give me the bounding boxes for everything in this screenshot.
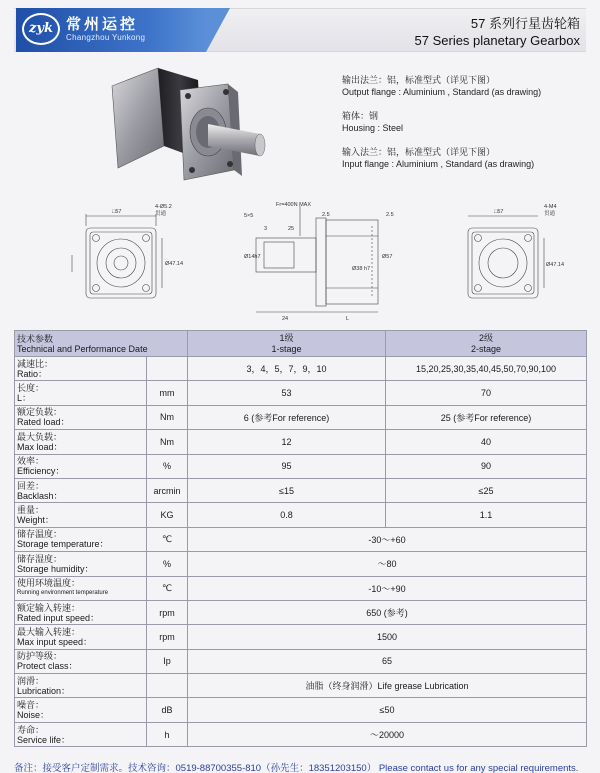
row-name	[15, 527, 147, 551]
row-name-en: Weight：	[17, 515, 54, 526]
row-name-en: Efficiency：	[17, 466, 65, 477]
row-name-en: Max input speed：	[17, 636, 93, 647]
logo-tail	[206, 8, 230, 52]
table-row	[15, 698, 587, 722]
row-value-stage2: 25 (参考For reference)	[386, 405, 587, 429]
row-name-cn: 减速比：	[17, 358, 54, 369]
row-name-en: Rated input speed：	[17, 612, 100, 623]
row-value-stage2: 1.1	[386, 503, 587, 527]
row-unit: rpm	[147, 600, 188, 624]
header-stage2-cn: 2级	[479, 332, 494, 343]
side-radial-load-label: Fr=400N MAX	[276, 202, 311, 208]
row-name-en: Backlash：	[17, 490, 63, 501]
header-param-cn: 技术参数	[17, 333, 54, 344]
row-unit	[147, 674, 188, 698]
table-row	[15, 478, 587, 502]
rear-holes-label: 4-M4	[544, 204, 557, 210]
table-header-stage1	[188, 331, 386, 357]
row-name	[15, 674, 147, 698]
row-name	[15, 552, 147, 576]
row-name	[15, 405, 147, 429]
row-value-stage2: 70	[386, 381, 587, 405]
note-cn: 输入法兰：铝，标准型式（详见下图）	[342, 147, 496, 157]
row-value-merged: 65	[188, 649, 587, 673]
page-header	[0, 0, 600, 56]
row-unit: ℃	[147, 527, 188, 551]
side-key-label: 5×5	[244, 213, 254, 219]
row-name-cn: 储存湿度：	[17, 553, 63, 564]
note-en: Input flange : Aluminium , Standard (as drawing)	[342, 159, 535, 169]
row-value-merged: 1500	[188, 625, 587, 649]
front-view-drawing	[72, 204, 183, 298]
row-unit: h	[147, 722, 188, 746]
header-stage2-en: 2-stage	[471, 343, 502, 354]
row-name-en: Ratio：	[17, 368, 48, 379]
header-param-en: Technical and Performance Date	[17, 343, 148, 354]
page-title-en: 57 Series planetary Gearbox	[414, 33, 580, 48]
table-row	[15, 405, 587, 429]
header-stage1-cn: 1级	[279, 332, 294, 343]
row-name-en: Storage humidity：	[17, 563, 94, 574]
row-name	[15, 381, 147, 405]
table-row	[15, 649, 587, 673]
row-name	[15, 430, 147, 454]
table-row	[15, 357, 587, 381]
side-body-length-label: L	[346, 316, 350, 322]
row-value-merged: 650 (参考)	[188, 600, 587, 624]
row-name-en: Protect class：	[17, 661, 78, 672]
row-name	[15, 454, 147, 478]
row-value-merged: ～80	[188, 552, 587, 576]
row-unit: Nm	[147, 405, 188, 429]
row-value-stage2: ≤25	[386, 478, 587, 502]
side-front-length-label: 24	[282, 316, 289, 322]
front-hole-depth-label: 贯通	[155, 211, 167, 217]
note-en: Output flange : Aluminium , Standard (as drawing)	[342, 87, 542, 97]
table-row	[15, 454, 587, 478]
row-unit: mm	[147, 381, 188, 405]
row-unit: %	[147, 454, 188, 478]
rear-hole-depth-label: 贯通	[544, 211, 556, 217]
table-row	[15, 552, 587, 576]
row-name	[15, 649, 147, 673]
note-en: Housing : Steel	[342, 123, 404, 133]
row-name	[15, 600, 147, 624]
row-unit	[147, 357, 188, 381]
row-value-merged: -30～+60	[188, 527, 587, 551]
row-name-en: Running environment temperature	[17, 590, 109, 597]
table-header-row	[15, 331, 587, 357]
row-name-cn: 最大输入转速：	[17, 626, 81, 637]
side-shaft-length-label: 25	[288, 226, 295, 232]
footer-contact-en: Please contact us for any special requirements.	[376, 763, 579, 773]
row-name	[15, 357, 147, 381]
row-value-stage2: 90	[386, 454, 587, 478]
header-stage1-en: 1-stage	[271, 343, 302, 354]
row-name-en: Service life：	[17, 734, 71, 745]
row-name-en: Rated load：	[17, 417, 70, 428]
row-name	[15, 576, 147, 600]
note-input-flange	[342, 146, 592, 170]
row-unit: %	[147, 552, 188, 576]
row-unit: Nm	[147, 430, 188, 454]
row-name-cn: 使用环境温度：	[17, 578, 81, 589]
row-name-cn: 重量：	[17, 505, 45, 516]
table-row	[15, 527, 587, 551]
table-row	[15, 674, 587, 698]
side-overall-dia-label: Ø57	[382, 254, 393, 260]
row-name-cn: 额定输入转速：	[17, 602, 81, 613]
row-value-stage1: 3，4，5，7，9，10	[188, 357, 386, 381]
row-value-merged: ～20000	[188, 722, 587, 746]
row-value-merged: -10～+90	[188, 576, 587, 600]
table-header-param	[15, 331, 188, 357]
row-unit: Ip	[147, 649, 188, 673]
note-housing	[342, 110, 592, 134]
table-row	[15, 503, 587, 527]
row-value-stage2: 40	[386, 430, 587, 454]
row-unit: KG	[147, 503, 188, 527]
row-unit: rpm	[147, 625, 188, 649]
front-bolt-circle-label: Ø47.14	[165, 261, 184, 267]
row-name-cn: 储存温度：	[17, 529, 63, 540]
row-value-stage1: 12	[188, 430, 386, 454]
row-unit: ℃	[147, 576, 188, 600]
page-title-cn: 57 系列行星齿轮箱	[470, 16, 580, 31]
row-value-stage1: 6 (参考For reference)	[188, 405, 386, 429]
side-small-dim-label: 3	[264, 226, 268, 232]
side-body-dia-label: Ø38 h7	[352, 266, 371, 272]
row-name-en: L：	[17, 393, 32, 404]
company-name-en: Changzhou Yunkong	[66, 33, 146, 42]
row-value-stage1: 95	[188, 454, 386, 478]
row-name-cn: 防护等级：	[17, 651, 63, 662]
row-name	[15, 625, 147, 649]
row-name	[15, 478, 147, 502]
side-dim-label: 2.5	[322, 212, 330, 218]
row-value-stage1: ≤15	[188, 478, 386, 502]
side-view-drawing	[244, 202, 394, 322]
row-name-cn: 效率：	[17, 456, 45, 467]
row-name-cn: 回差：	[17, 480, 45, 491]
table-row	[15, 625, 587, 649]
row-value-merged: 油脂（终身润滑）Life grease Lubrication	[188, 674, 587, 698]
row-name-cn: 噪音：	[17, 700, 45, 711]
row-unit: dB	[147, 698, 188, 722]
table-row	[15, 600, 587, 624]
material-notes	[342, 74, 592, 182]
row-value-merged: ≤50	[188, 698, 587, 722]
row-name-cn: 长度：	[17, 383, 45, 394]
spec-table	[14, 330, 587, 747]
row-name-cn: 润滑：	[17, 675, 45, 686]
row-name	[15, 503, 147, 527]
row-value-stage2: 15,20,25,30,35,40,45,50,70,90,100	[386, 357, 587, 381]
row-name	[15, 698, 147, 722]
note-cn: 输出法兰：铝，标准型式（详见下图）	[342, 75, 496, 85]
row-name-en: Noise：	[17, 710, 50, 721]
row-value-stage1: 53	[188, 381, 386, 405]
footer-contact-cn: 备注：接受客户定制需求。技术咨询：0519-88700355-810（孙先生：18351203150）	[14, 763, 377, 773]
gearbox-photo	[100, 64, 270, 204]
note-cn: 箱体：钢	[342, 111, 379, 121]
side-spacing-label: 2.5	[386, 212, 394, 218]
row-name-cn: 额定负载：	[17, 407, 63, 418]
company-name-cn: 常州运控	[66, 16, 139, 33]
rear-square-label: □57	[494, 209, 504, 215]
row-name-cn: 最大负载：	[17, 431, 63, 442]
row-name-en: Max load：	[17, 441, 63, 452]
row-name-en: Lubrication：	[17, 685, 71, 696]
row-value-stage1: 0.8	[188, 503, 386, 527]
table-row	[15, 381, 587, 405]
logo-mark: zyk	[22, 13, 60, 45]
row-name-cn: 寿命：	[17, 724, 45, 735]
table-row	[15, 576, 587, 600]
table-header-stage2	[386, 331, 587, 357]
row-name	[15, 722, 147, 746]
table-row	[15, 722, 587, 746]
rear-view-drawing	[468, 204, 564, 298]
row-name-en: Storage temperature：	[17, 539, 109, 550]
footer-note	[14, 760, 594, 773]
side-dia-label: Ø14h7	[244, 254, 261, 260]
rear-bolt-circle-label: Ø47.14	[546, 262, 565, 268]
note-output-flange	[342, 74, 592, 98]
row-unit: arcmin	[147, 478, 188, 502]
technical-drawings	[0, 200, 600, 328]
front-holes-label: 4-Ø5.2	[155, 204, 172, 210]
front-square-label: □57	[112, 209, 122, 215]
table-row	[15, 430, 587, 454]
